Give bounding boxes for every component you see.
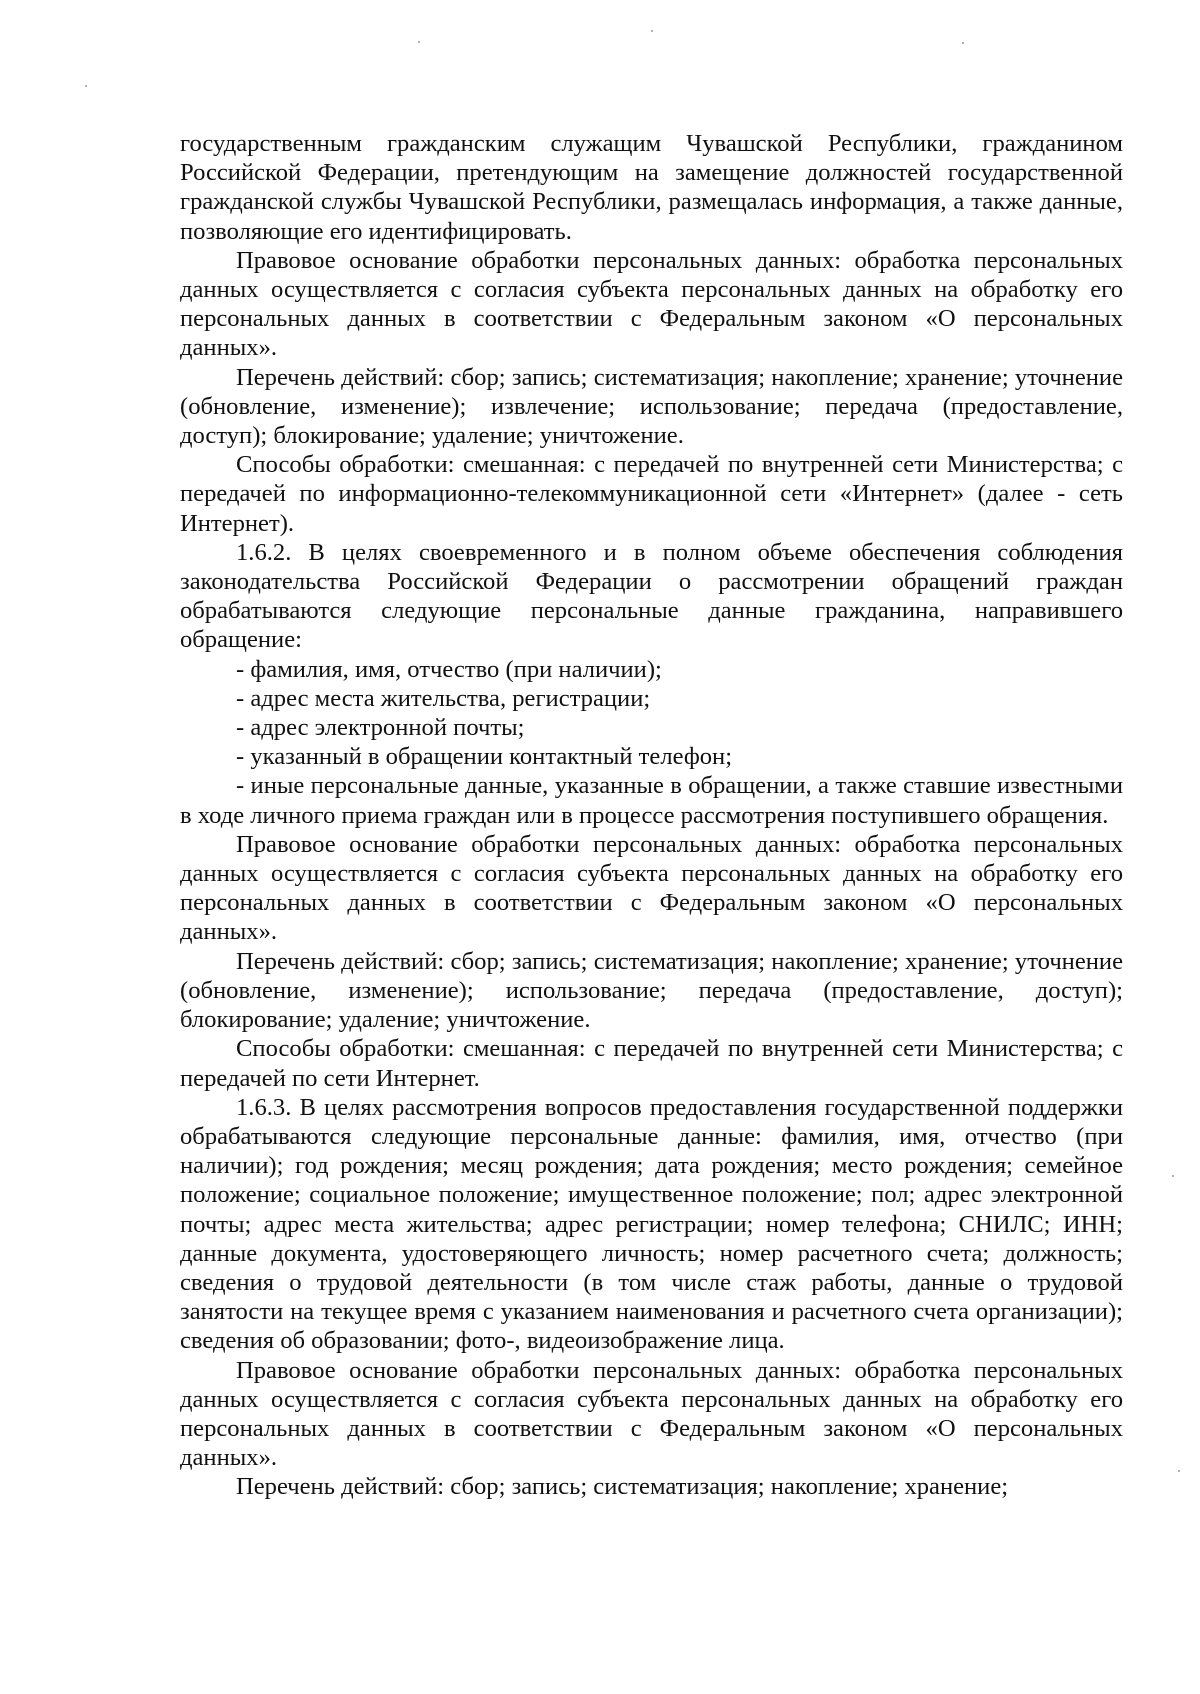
- list-item: - адрес электронной почты;: [236, 714, 525, 742]
- list-item: - указанный в обращении контактный телефон;: [236, 743, 733, 771]
- scan-speck: [651, 30, 653, 32]
- paragraph-processing-methods: Способы обработки: смешанная: с передачей по внутренней сети Министерства; с передачей по информационно-телекоммуникационной сети «Интернет» (далее - сеть Интернет).: [180, 451, 1123, 537]
- paragraph-legal-basis: Правовое основание обработки персональных данных: обработка персональных данных осуществляется с согласия субъекта персональных данных на обработку его персональных данных в соответствии с Федеральным законом «О персональных данных».: [180, 1356, 1123, 1472]
- list-item: - адрес места жительства, регистрации;: [236, 684, 651, 712]
- document-body: [180, 129, 1123, 1502]
- paragraph-section-1-6-2: 1.6.2. В целях своевременного и в полном объеме обеспечения соблюдения законодательства Российской Федерации о рассмотрении обращений граждан обрабатываются следующие персональные данные гражданина, направившего обращение:: [180, 538, 1123, 654]
- paragraph-continuation: государственным гражданским служащим Чувашской Республики, гражданином Российской Федерации, претендующим на замещение должностей государственной гражданской службы Чувашской Республики, размещалась информация, а также данные, позволяющие его идентифицировать.: [180, 130, 1123, 245]
- list-item: - иные персональные данные, указанные в обращении, а также ставшие известными в ходе личного приема граждан или в процессе рассмотрения поступившего обращения.: [180, 772, 1123, 829]
- paragraph-actions-list: Перечень действий: сбор; запись; систематизация; накопление; хранение; уточнение (обновление, изменение); извлечение; использование; передача (предоставление, доступ); блокирование; удаление; уничтожение.: [180, 363, 1123, 450]
- paragraph-section-1-6-3: 1.6.3. В целях рассмотрения вопросов предоставления государственной поддержки обрабатываются следующие персональные данные: фамилия, имя, отчество (при наличии); год рождения; месяц рождения; дата рождения; место рождения; семейное положение; социальное положение; имущественное положение; пол; адрес электронной почты; адрес места жительства; адрес регистрации; номер телефона; СНИЛС; ИНН; данные документа, удостоверяющего личность; номер расчетного счета; должность; сведения о трудовой деятельности (в том числе стаж работы, данные о трудовой занятости на текущее время с указанием наименования и расчетного счета организации); сведения об образовании; фото-, видеоизображение лица.: [180, 1093, 1123, 1355]
- scan-speck: [962, 42, 964, 44]
- scan-speck: [85, 85, 87, 87]
- paragraph-legal-basis: Правовое основание обработки персональных данных: обработка персональных данных осуществляется с согласия субъекта персональных данных на обработку его персональных данных в соответствии с Федеральным законом «О персональных данных».: [180, 246, 1123, 362]
- scan-speck: [418, 41, 420, 43]
- scan-speck: [1172, 1175, 1174, 1177]
- scan-speck: [1178, 1470, 1180, 1472]
- paragraph-processing-methods: Способы обработки: смешанная: с передачей по внутренней сети Министерства; с передачей по сети Интернет.: [180, 1035, 1123, 1092]
- list-item: - фамилия, имя, отчество (при наличии);: [236, 655, 662, 683]
- paragraph-actions-list: Перечень действий: сбор; запись; систематизация; накопление; хранение; уточнение (обновление, изменение); использование; передача (предоставление, доступ); блокирование; удаление; уничтожение.: [180, 947, 1123, 1034]
- paragraph-legal-basis: Правовое основание обработки персональных данных: обработка персональных данных осуществляется с согласия субъекта персональных данных на обработку его персональных данных в соответствии с Федеральным законом «О персональных данных».: [180, 830, 1123, 946]
- paragraph-actions-list: Перечень действий: сбор; запись; систематизация; накопление; хранение;: [236, 1473, 1009, 1501]
